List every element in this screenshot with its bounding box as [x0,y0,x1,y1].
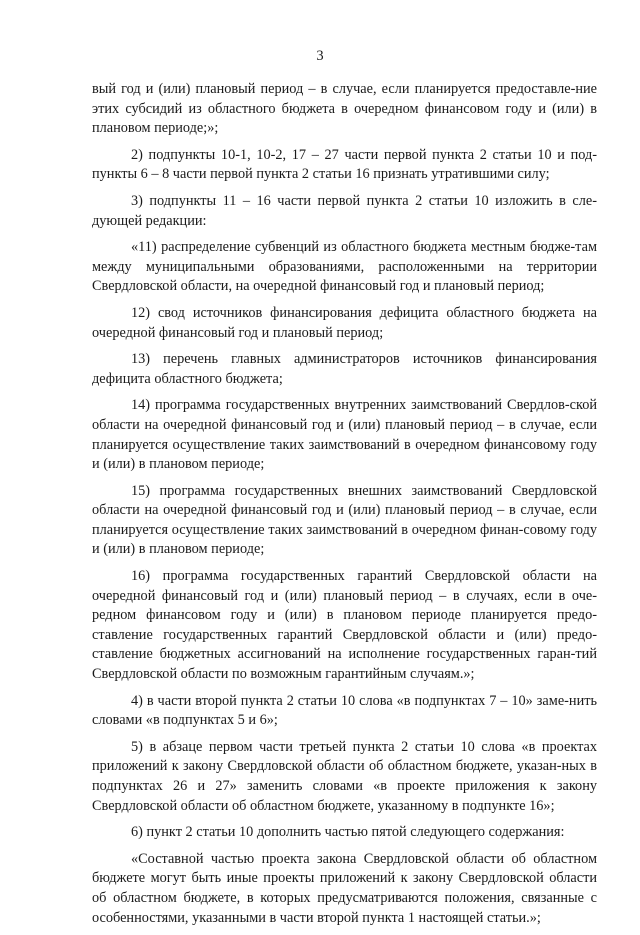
paragraph: 14) программа государственных внутренних заимствований Свердлов-ской области на очередной финансовый год и (или) плановый период – в случае, если планируется осуществление таких заимствований в очередном финансовому году и (или) в плановом периоде; [92,397,597,473]
paragraph: 13) перечень главных администраторов источников финансирования дефицита областного бюджета; [92,351,597,387]
paragraph: 5) в абзаце первом части третьей пункта 2 статьи 10 слова «в проектах приложений к закону Свердловской области об областном бюджете, указан-ных в подпунктах 26 и 27» заменить словами «в проекте приложения к закону Свердловской области об областном бюджете, указанному в подпункте 16»; [92,738,597,814]
paragraph: «11) распределение субвенций из областного бюджета местным бюдже-там между муниципальными образованиями, расположенными на территории Свердловской области, на очередной финансовый год и плановый период; [92,239,597,295]
paragraph: 12) свод источников финансирования дефицита областного бюджета на очередной финансовый год и плановый период; [92,304,597,341]
paragraph: 3) подпункты 11 – 16 части первой пункта 2 статьи 10 изложить в сле-дующей редакции: [92,192,597,229]
paragraph: 15) программа государственных внешних заимствований Свердловской области на очередной финансовый год и (или) плановый период – в случае, если планируется осуществление таких заимствований в очередном финан-совому году и (или) в плановом периоде; [92,482,597,558]
paragraph: «Составной частью проекта закона Свердловской области об областном бюджете могут быть иные проекты приложений к закону Свердловской области об областном бюджете, в которых предусматриваются положения, связанные с особенностями, указанными в части второй пункта 1 настоящей статьи.»; [92,850,597,926]
page-number: 3 [316,48,324,64]
paragraph: 2) подпункты 10-1, 10-2, 17 – 27 части первой пункта 2 статьи 10 и под-пункты 6 – 8 части первой пункта 2 статьи 16 признать утратившими силу; [92,146,597,183]
paragraph: 4) в части второй пункта 2 статьи 10 слова «в подпунктах 7 – 10» заме-нить словами «в подпунктах 5 и 6»; [92,692,597,729]
paragraph: 16) программа государственных гарантий Свердловской области на очередной финансовый год и (или) плановый период – в случаях, если в оче-редном финансовом году и (или) в плановом периоде планируется предо-ставление государственных гарантий Свердловской области и (или) предо-ставление бюджетных ассигнований на исполнение государственных гаран-тий Свердловской области по возможным гарантийным случаям.»; [92,568,597,683]
paragraph: вый год и (или) плановый период – в случае, если планируется предоставле-ние этих субсидий из областного бюджета в очередном финансовом году и (или) в плановом периоде;»; [92,81,597,137]
document-body [92,80,597,935]
paragraph: 6) пункт 2 статьи 10 дополнить частью пятой следующего содержания: [131,824,565,841]
